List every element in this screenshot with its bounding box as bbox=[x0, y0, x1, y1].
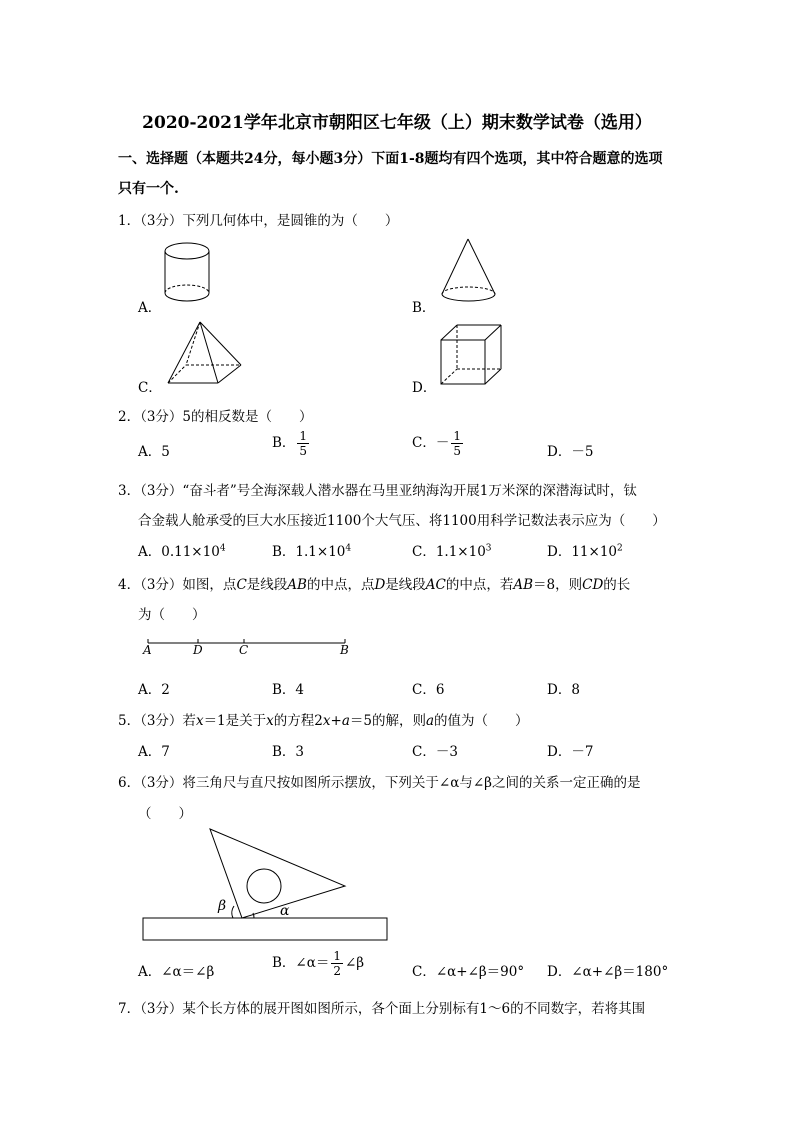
q5-var: a bbox=[341, 713, 350, 729]
q1-option-c: C． bbox=[138, 380, 162, 396]
q5-stem bbox=[118, 709, 529, 729]
q3-option-b bbox=[272, 540, 351, 560]
q6-option-d: D．∠α+∠β＝180° bbox=[547, 964, 669, 980]
q4-text: 是线段 bbox=[246, 577, 288, 593]
fraction-numerator: 1 bbox=[333, 949, 341, 963]
q4-text: ＝8，则 bbox=[533, 577, 583, 593]
pyramid-figure bbox=[164, 321, 244, 387]
q6-option-b bbox=[272, 950, 364, 977]
q3-option-a bbox=[138, 540, 226, 560]
fraction-denominator: 5 bbox=[453, 444, 461, 458]
q5-var: x bbox=[195, 713, 204, 729]
q4-stem-line1 bbox=[118, 573, 630, 593]
q6-option-a: A．∠α＝∠β bbox=[138, 964, 215, 980]
q5-var: a bbox=[425, 713, 435, 729]
q4-option-c: C．6 bbox=[412, 682, 445, 698]
q4-text: 的中点，点 bbox=[306, 577, 375, 593]
q6-stem-line1: 6．（3分）将三角尺与直尺按如图所示摆放，下列关于∠α与∠β之间的关系一定正确的是 bbox=[118, 775, 641, 791]
q2-option-b-label: B． bbox=[272, 435, 296, 451]
q4-stem-line2: 为（ ） bbox=[138, 607, 206, 623]
section-header-line1: 一、选择题（本题共24分，每小题3分）下面1-8题均有四个选项，其中符合题意的选项 bbox=[118, 151, 663, 167]
q4-var: AC bbox=[425, 577, 446, 593]
fraction-denominator: 5 bbox=[299, 444, 308, 458]
q3-b-base: B．1.1×10 bbox=[272, 544, 346, 560]
q4-option-a: A．2 bbox=[138, 682, 170, 698]
q2-option-b bbox=[272, 430, 311, 457]
point-label-b: B bbox=[340, 643, 349, 657]
page-title: 2020-2021学年北京市朝阳区七年级（上）期末数学试卷（选用） bbox=[142, 113, 652, 133]
q4-text: 是线段 bbox=[385, 577, 426, 593]
q4-var: AB bbox=[287, 577, 307, 593]
q3-d-base: D．11×10 bbox=[547, 544, 617, 560]
q5-text: 的值为（ ） bbox=[434, 713, 529, 729]
q4-text: 4．（3分）如图，点 bbox=[118, 577, 237, 593]
q1-option-b: B． bbox=[412, 300, 436, 316]
q2-option-d: D．－5 bbox=[547, 444, 594, 460]
q5-text: + bbox=[330, 713, 342, 729]
q2-option-b-fraction bbox=[297, 430, 309, 457]
q5-option-d: D．－7 bbox=[547, 744, 594, 760]
q3-stem-line1: 3．（3分）“奋斗者”号全海深载人潜水器在马里亚纳海沟开展1万米深的深潜海试时，钛 bbox=[118, 483, 637, 499]
q4-text: 的中点，若 bbox=[445, 577, 514, 593]
cone-figure bbox=[440, 238, 500, 304]
q3-a-exponent: 4 bbox=[219, 543, 226, 554]
q4-var: C bbox=[236, 577, 247, 593]
angle-beta-label: β bbox=[218, 898, 227, 914]
q4-var: D bbox=[374, 577, 386, 593]
q2-option-c bbox=[412, 430, 465, 457]
q3-c-exponent: 3 bbox=[485, 543, 492, 554]
q6-option-b-prefix: B．∠α＝ bbox=[272, 955, 330, 971]
q5-option-c: C．－3 bbox=[412, 744, 458, 760]
q3-c-base: C．1.1×10 bbox=[412, 544, 486, 560]
q4-text: 的长 bbox=[603, 577, 631, 593]
q3-d-exponent: 2 bbox=[617, 543, 623, 554]
q3-a-base: A．0.11×10 bbox=[138, 544, 220, 560]
q2-option-c-label: C．－ bbox=[412, 435, 450, 451]
cube-figure bbox=[440, 324, 506, 388]
fraction-numerator: 1 bbox=[299, 429, 308, 443]
q3-option-c bbox=[412, 540, 492, 560]
q6-option-b-fraction bbox=[331, 950, 343, 977]
section-header-line2: 只有一个. bbox=[118, 181, 179, 197]
q4-option-b: B．4 bbox=[272, 682, 305, 698]
q1-option-d: D． bbox=[412, 380, 437, 396]
fraction-denominator: 2 bbox=[333, 964, 341, 978]
q2-stem: 2．（3分）5的相反数是（ ） bbox=[118, 409, 313, 425]
q6-stem-line2: （ ） bbox=[138, 806, 192, 822]
angle-alpha-label: α bbox=[280, 903, 290, 919]
q6-option-c: C．∠α+∠β＝90° bbox=[412, 964, 525, 980]
q5-var: x bbox=[266, 713, 274, 729]
q1-stem: 1．（3分）下列几何体中，是圆锥的为（ ） bbox=[118, 213, 399, 229]
q4-var: AB bbox=[513, 577, 534, 593]
q3-b-exponent: 4 bbox=[345, 543, 352, 554]
q5-option-b: B．3 bbox=[272, 744, 305, 760]
q4-option-d: D．8 bbox=[547, 682, 580, 698]
q5-text: 5．（3分）若 bbox=[118, 713, 196, 729]
q3-option-d bbox=[547, 540, 623, 560]
q7-stem-line1: 7．（3分）某个长方体的展开图如图所示，各个面上分别标有1～6的不同数字，若将其围 bbox=[118, 1001, 646, 1017]
point-label-d: D bbox=[193, 643, 203, 657]
q3-stem-line2: 合金载人舱承受的巨大水压接近1100个大气压、将1100用科学记数法表示应为（ ） bbox=[138, 513, 666, 529]
fraction-numerator: 1 bbox=[453, 429, 461, 443]
triangle-ruler-figure bbox=[140, 826, 400, 944]
q1-option-a: A． bbox=[138, 300, 162, 316]
q5-text: ＝5的解，则 bbox=[349, 713, 426, 729]
q5-text: 的方程2 bbox=[273, 713, 323, 729]
q5-option-a: A．7 bbox=[138, 744, 170, 760]
q5-text: ＝1是关于 bbox=[203, 713, 267, 729]
point-label-a: A bbox=[143, 643, 152, 657]
q5-var: x bbox=[322, 713, 331, 729]
q6-option-b-suffix: ∠β bbox=[345, 955, 365, 971]
q2-option-c-fraction bbox=[451, 430, 463, 457]
q2-option-a: A．5 bbox=[138, 444, 170, 460]
point-label-c: C bbox=[239, 643, 249, 657]
cylinder-figure bbox=[164, 240, 214, 306]
q4-var: CD bbox=[582, 577, 604, 593]
